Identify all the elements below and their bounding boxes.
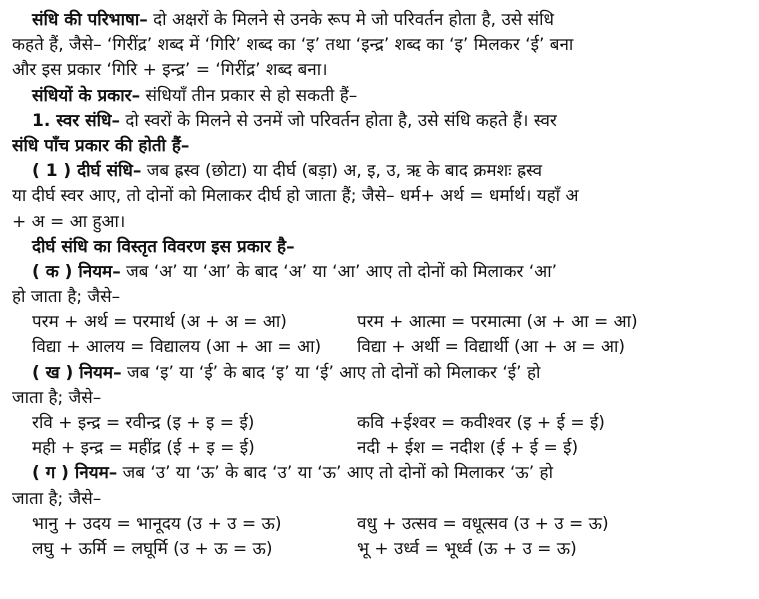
sandhi-definition-title: संधि की परिभाषा– [32,10,148,30]
rule-kha-example-2-left: मही + इन्द्र = महींद्र (ई + इ = ई) [32,438,255,459]
sandhi-definition-line-1 [12,8,749,33]
rule-ka-text-1: जब ‘अ’ या ‘आ’ के बाद ‘अ’ या ‘आ’ आए तो दोनों को मिलाकर ‘आ’ [126,261,558,282]
rule-ka-example-row-1 [12,310,749,335]
rule-kha-line-2: जाता है; जैसे– [12,387,102,408]
rule-kha-example-1-left: रवि + इन्द्र = रवीन्द्र (इ + इ = ई) [32,413,255,433]
rule-ga-example-2-left: लघु + ऊर्मि = लघूर्मि (उ + ऊ = ऊ) [32,538,273,559]
rule-ka-example-2-left: विद्या + आलय = विद्यालय (आ + आ = आ) [32,337,322,358]
rule-ga-line-1 [12,461,749,486]
rule-ka-line-2: हो जाता है; जैसे– [12,287,121,308]
rule-ga-example-row-1 [12,512,749,537]
sandhi-definition-text-1: दो अक्षरों के मिलने से उनके रूप मे जो परिवर्तन होता है, उसे संधि [153,10,555,30]
rule-ga-example-2-right: भू + उर्ध्व = भूर्ध्व (ऊ + उ = ऊ) [357,538,577,559]
rule-kha-text-1: जब ‘इ’ या ‘ई’ के बाद ‘इ’ या ‘ई’ आए तो दोनों को मिलाकर ‘ई’ हो [126,362,541,383]
detail-heading: दीर्घ संधि का विस्तृत विवरण इस प्रकार है– [32,236,295,257]
dirgha-sandhi-text-1: जब ह्रस्व (छोटा) या दीर्घ (बड़ा) अ, इ, उ, ऋ के बाद क्रमशः ह्रस्व [146,161,543,182]
rule-ka-line-1 [12,260,749,285]
rule-kha-example-row-2 [12,436,749,461]
dirgha-sandhi-line-1 [12,159,749,184]
rule-ka-example-row-2 [12,335,749,360]
rule-kha-example-1-right: कवि +ईश्वर = कवीश्वर (इ + ई = ई) [357,413,605,433]
rule-kha-title: ( ख ) नियम– [32,362,122,383]
rule-ga-example-row-2 [12,537,749,562]
rule-kha-example-2-right: नदी + ईश = नदीश (ई + ई = ई) [357,438,579,459]
sandhi-definition-line-2: कहते हैं, जैसे– ‘गिरींद्र’ शब्द में ‘गिरि’ शब्द का ‘इ’ तथा ‘इन्द्र’ शब्द का ‘इ’ मिलकर ‘ई’ बना [12,35,574,56]
sandhi-types-line [12,84,749,109]
rule-ka-title: ( क ) नियम– [32,261,121,282]
sandhi-types-text: संधियाँ तीन प्रकार से हो सकती हैं– [145,85,358,106]
rule-kha-example-row-1 [12,411,749,436]
sandhi-definition-line-3: और इस प्रकार ‘गिरि + इन्द्र’ = ‘गिरींद्र’ शब्द बना। [12,60,328,81]
rule-kha-line-1 [12,361,749,386]
dirgha-sandhi-line-3: + अ = आ हुआ। [12,211,126,232]
rule-ga-example-1-left: भानु + उदय = भानूदय (उ + उ = ऊ) [32,513,282,534]
rule-ka-example-2-right: विद्या + अर्थी = विद्यार्थी (आ + अ = आ) [357,337,626,358]
swar-sandhi-title: 1. स्वर संधि– [32,110,120,131]
swar-sandhi-line-2: संधि पाँच प्रकार की होती हैं– [12,135,190,156]
rule-ga-line-2: जाता है; जैसे– [12,488,102,509]
dirgha-sandhi-title: ( 1 ) दीर्घ संधि– [32,161,142,182]
rule-ga-text-1: जब ‘उ’ या ‘ऊ’ के बाद ‘उ’ या ‘ऊ’ आए तो दोनों को मिलाकर ‘ऊ’ हो [122,463,553,484]
sandhi-types-title: संधियों के प्रकार– [32,85,141,106]
swar-sandhi-text-1: दो स्वरों के मिलने से उनमें जो परिवर्तन होता है, उसे संधि कहते हैं। स्वर [125,110,557,131]
rule-ga-example-1-right: वधु + उत्सव = वधूत्सव (उ + उ = ऊ) [357,513,609,534]
rule-ka-example-1-left: परम + अर्थ = परमार्थ (अ + अ = आ) [32,312,287,333]
swar-sandhi-line-1 [12,109,749,134]
rule-ga-title: ( ग ) नियम– [32,463,118,484]
dirgha-sandhi-line-2: या दीर्घ स्वर आए, तो दोनों को मिलाकर दीर्घ हो जाता हैं; जैसे– धर्म+ अर्थ = धर्मार्थ। यहाँ अ [12,186,579,207]
rule-ka-example-1-right: परम + आत्मा = परमात्मा (अ + आ = आ) [357,312,638,333]
